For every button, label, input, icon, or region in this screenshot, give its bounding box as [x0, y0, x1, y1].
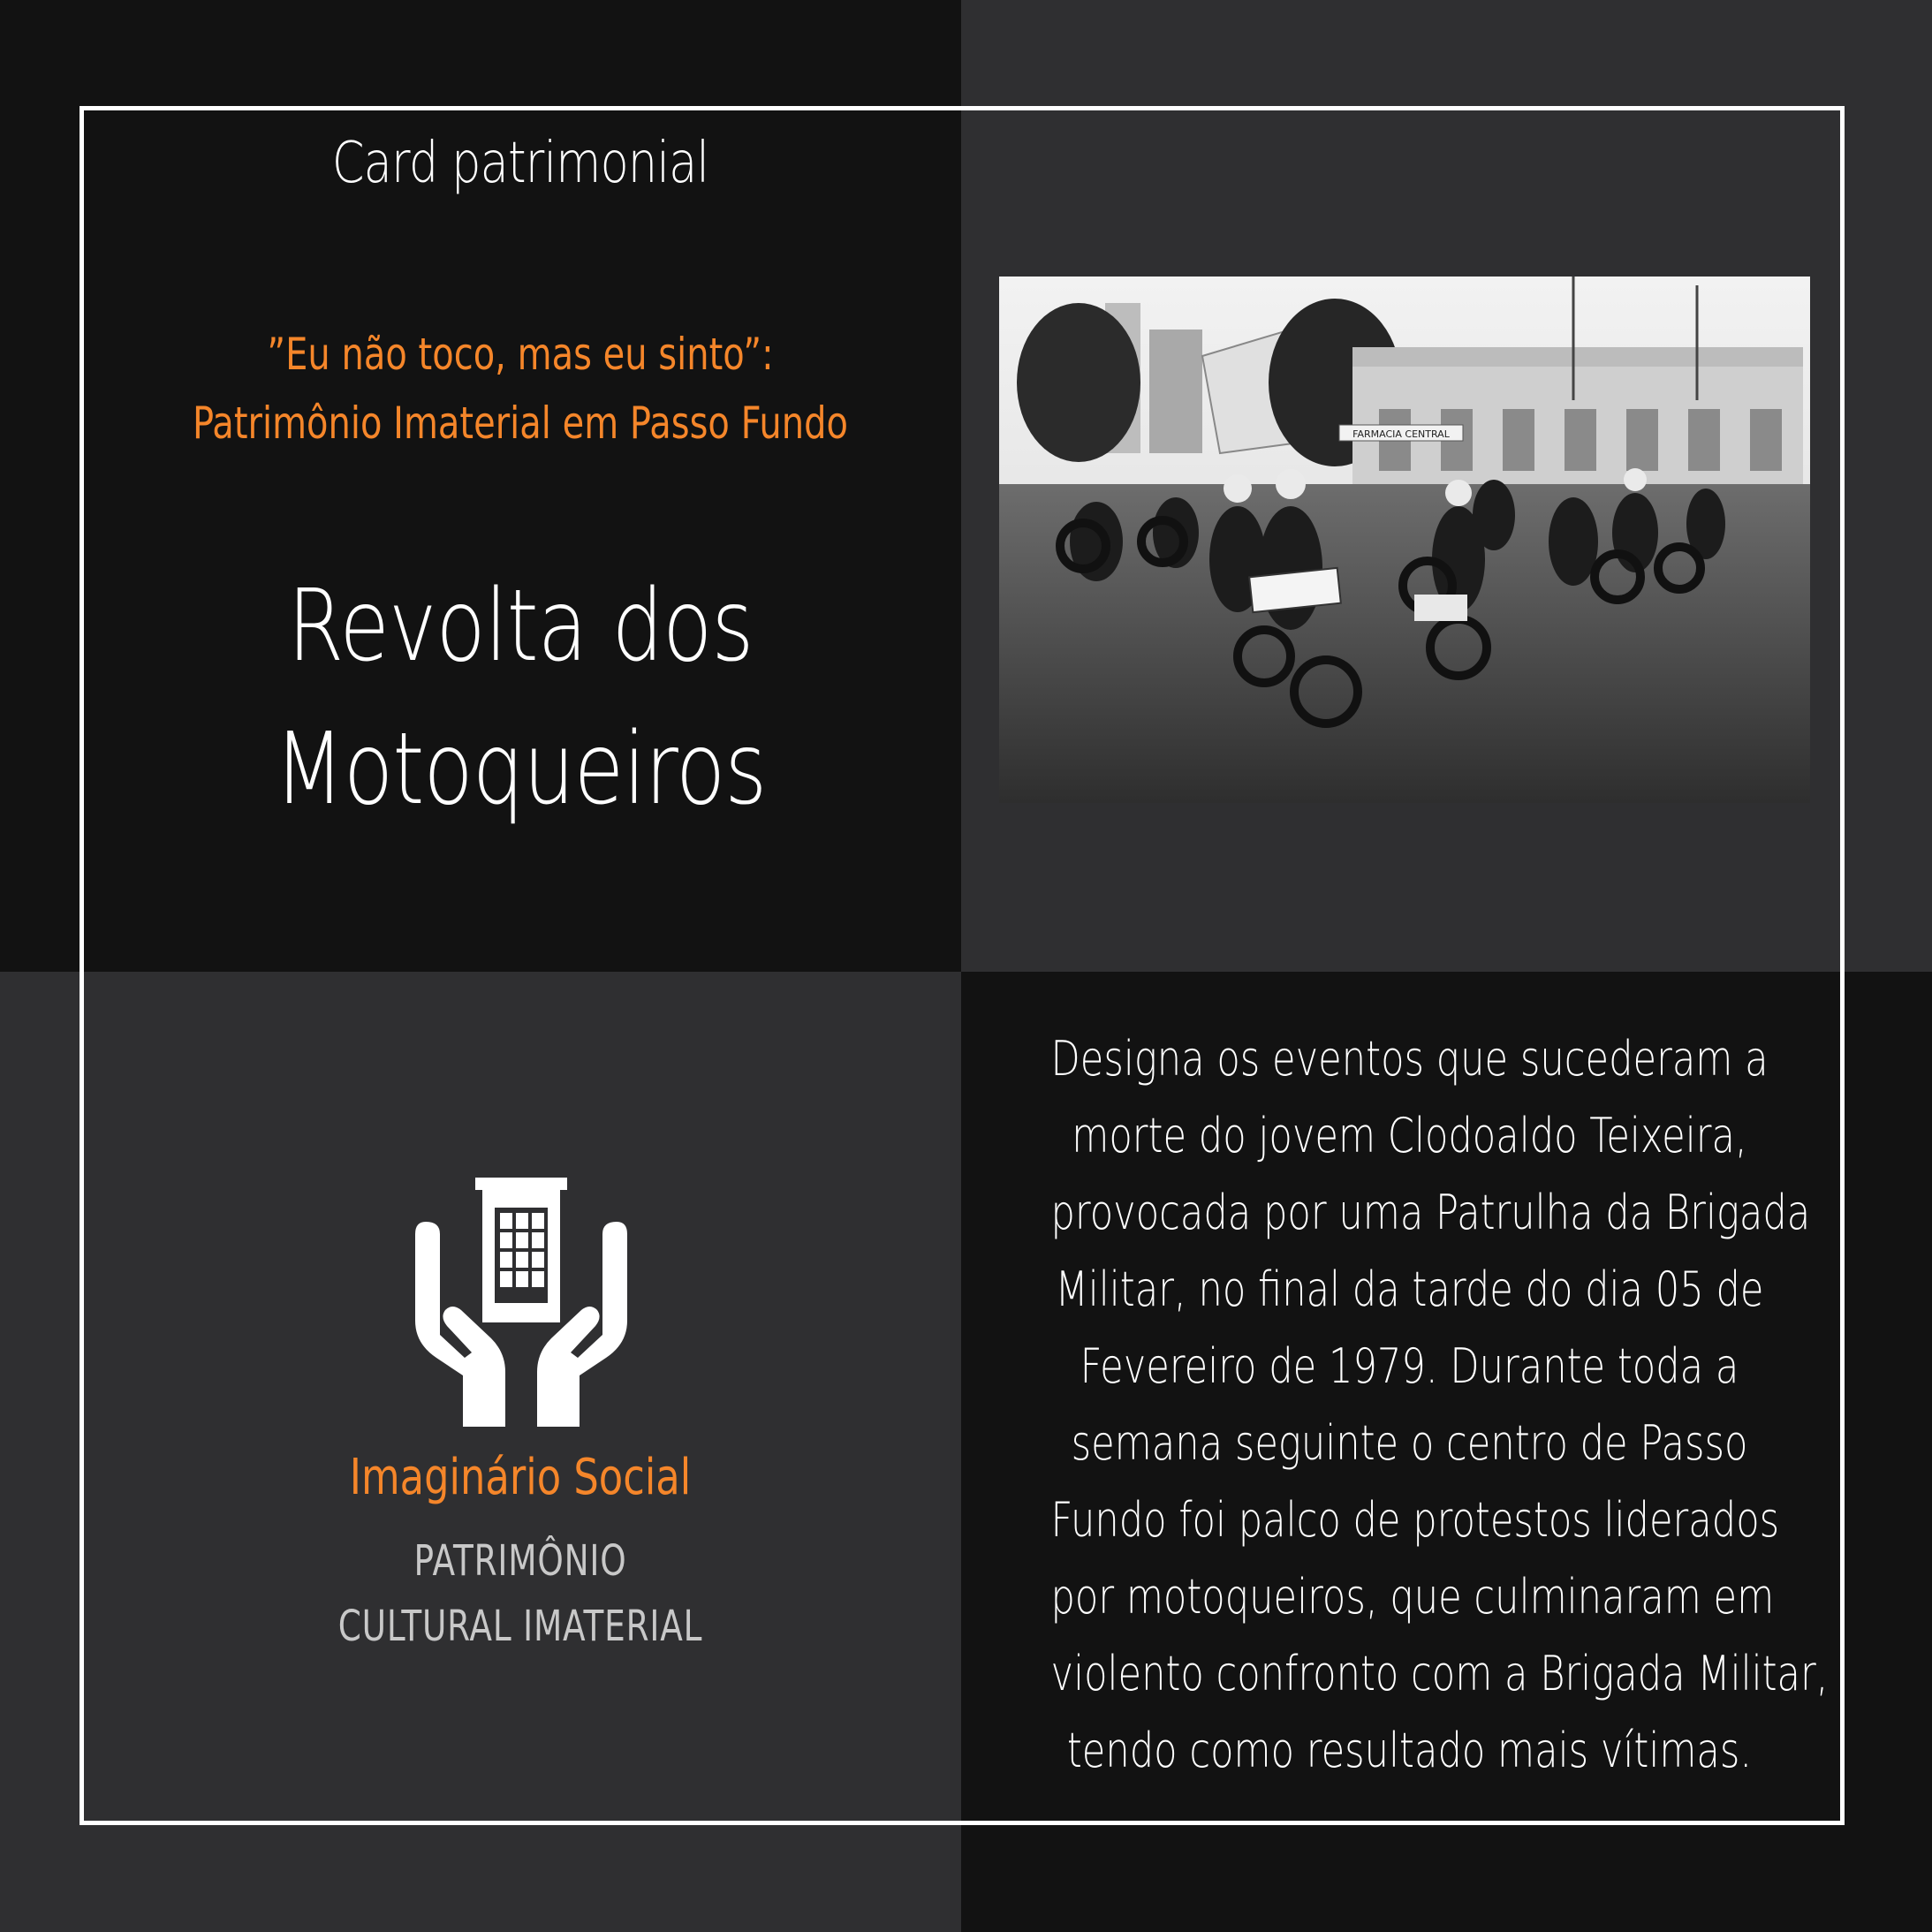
description-line: por motoqueiros, que culminaram em — [1050, 1569, 1775, 1625]
description-line: Fevereiro de 1979. Durante toda a — [1080, 1338, 1739, 1394]
quote-line-1: ”Eu não toco, mas eu sinto”: — [267, 329, 774, 380]
card-label: Card patrimonial — [331, 131, 709, 196]
quote-line-2: Patrimônio Imaterial em Passo Fundo — [192, 398, 848, 449]
pharmacy-sign: FARMACIA CENTRAL — [1352, 428, 1450, 440]
description-line: provocada por uma Patrulha da Brigada — [1050, 1185, 1811, 1240]
page-title — [159, 555, 882, 841]
historical-photo — [999, 277, 1810, 803]
title-line-2: Motoqueiros — [274, 712, 767, 827]
title-line-1: Revolta dos — [287, 569, 754, 684]
quote-heading — [168, 320, 873, 458]
brand-subtitle — [177, 1528, 864, 1659]
description-line: Designa os eventos que sucederam a — [1050, 1031, 1769, 1087]
description-line: morte do jovem Clodoaldo Teixeira, — [1072, 1108, 1747, 1163]
photo-illustration — [999, 277, 1810, 803]
hands-holding-building-icon — [406, 1171, 636, 1436]
brand-subtitle-line-2: CULTURAL IMATERIAL — [337, 1602, 703, 1651]
description-line: Militar, no final da tarde do dia 05 de — [1055, 1261, 1764, 1317]
description-line: semana seguinte o centro de Passo — [1071, 1415, 1748, 1471]
description-line: tendo como resultado mais vítimas. — [1066, 1723, 1753, 1778]
description-line: violento confronto com a Brigada Militar, — [1050, 1646, 1829, 1701]
brand-name: Imaginário Social — [349, 1449, 692, 1506]
description-line: Fundo foi palco de protestos liderados — [1050, 1492, 1780, 1548]
brand-subtitle-line-1: PATRIMÔNIO — [413, 1536, 627, 1586]
description-text — [1050, 1020, 1829, 1789]
